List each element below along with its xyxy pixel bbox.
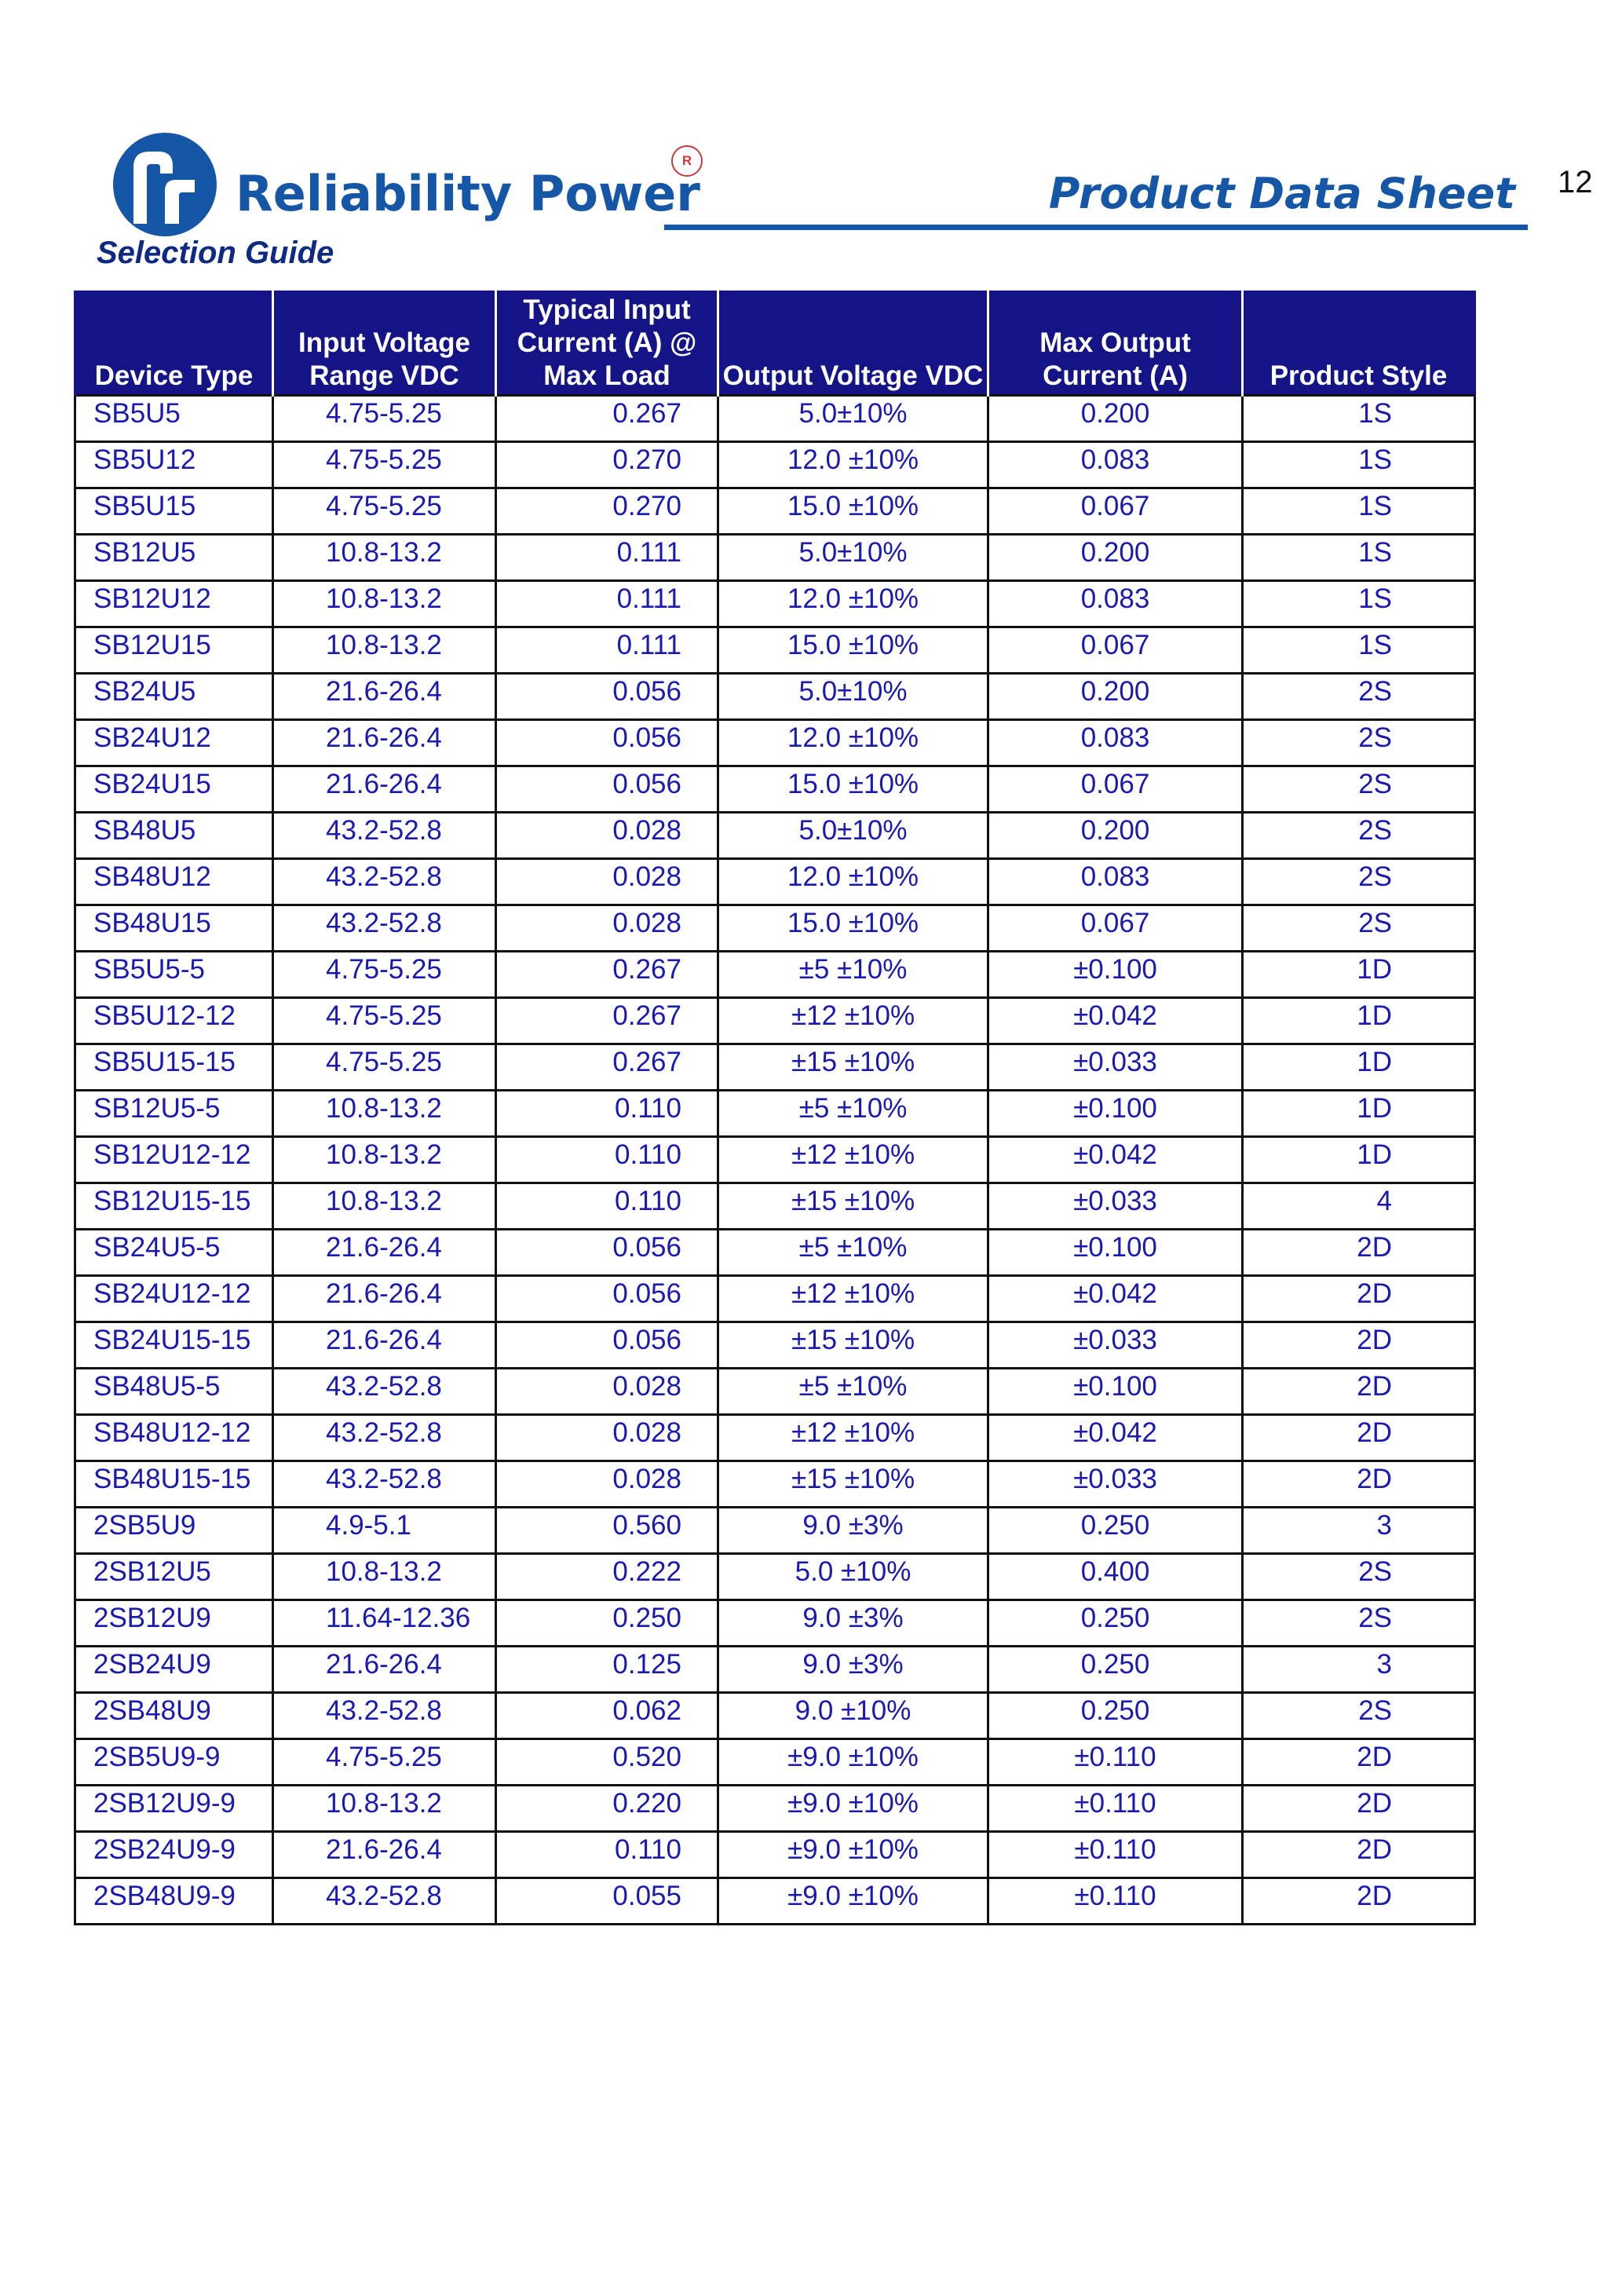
table-row	[75, 1044, 1475, 1091]
table-body	[75, 396, 1475, 1925]
input-current-cell: 0.028	[496, 1415, 718, 1461]
device-type-cell: 2SB12U9	[75, 1600, 273, 1647]
product-style-cell: 2D	[1243, 1786, 1475, 1832]
device-type-cell: 2SB48U9-9	[75, 1878, 273, 1925]
max-output-current-cell: ±0.100	[988, 952, 1243, 998]
product-style-cell: 1S	[1243, 442, 1475, 488]
table-row	[75, 396, 1475, 442]
input-voltage-cell: 4.75-5.25	[273, 1044, 496, 1091]
output-voltage-cell: ±9.0 ±10%	[718, 1786, 988, 1832]
input-voltage-cell: 10.8-13.2	[273, 627, 496, 674]
input-current-cell: 0.270	[496, 442, 718, 488]
input-voltage-cell: 21.6-26.4	[273, 1230, 496, 1276]
input-current-cell: 0.055	[496, 1878, 718, 1925]
max-output-current-cell: ±0.110	[988, 1832, 1243, 1878]
product-style-cell: 1S	[1243, 396, 1475, 442]
max-output-current-cell: ±0.033	[988, 1322, 1243, 1369]
column-header-max-output-current: Max Output Current (A)	[988, 291, 1243, 396]
input-voltage-cell: 21.6-26.4	[273, 720, 496, 766]
table-row	[75, 1832, 1475, 1878]
selection-guide-table	[74, 291, 1476, 1925]
product-style-cell: 1D	[1243, 1137, 1475, 1183]
max-output-current-cell: ±0.033	[988, 1461, 1243, 1508]
input-current-cell: 0.520	[496, 1739, 718, 1786]
output-voltage-cell: ±12 ±10%	[718, 1415, 988, 1461]
output-voltage-cell: ±5 ±10%	[718, 1230, 988, 1276]
input-voltage-cell: 4.75-5.25	[273, 442, 496, 488]
output-voltage-cell: ±12 ±10%	[718, 998, 988, 1044]
table-row	[75, 952, 1475, 998]
output-voltage-cell: 12.0 ±10%	[718, 720, 988, 766]
device-type-cell: SB12U15-15	[75, 1183, 273, 1230]
input-current-cell: 0.028	[496, 813, 718, 859]
table-row	[75, 1415, 1475, 1461]
max-output-current-cell: 0.067	[988, 627, 1243, 674]
max-output-current-cell: ±0.042	[988, 1137, 1243, 1183]
document-title: Product Data Sheet	[1048, 169, 1515, 218]
max-output-current-cell: 0.250	[988, 1693, 1243, 1739]
output-voltage-cell: 5.0±10%	[718, 396, 988, 442]
max-output-current-cell: ±0.100	[988, 1091, 1243, 1137]
input-current-cell: 0.028	[496, 905, 718, 952]
product-style-cell: 2D	[1243, 1878, 1475, 1925]
product-style-cell: 2S	[1243, 674, 1475, 720]
output-voltage-cell: ±9.0 ±10%	[718, 1878, 988, 1925]
product-style-cell: 1D	[1243, 1091, 1475, 1137]
input-voltage-cell: 43.2-52.8	[273, 859, 496, 905]
column-header-product-style: Product Style	[1243, 291, 1475, 396]
input-voltage-cell: 21.6-26.4	[273, 674, 496, 720]
device-type-cell: SB48U15-15	[75, 1461, 273, 1508]
input-current-cell: 0.056	[496, 766, 718, 813]
product-style-cell: 3	[1243, 1647, 1475, 1693]
product-style-cell: 1S	[1243, 627, 1475, 674]
output-voltage-cell: 9.0 ±3%	[718, 1600, 988, 1647]
output-voltage-cell: ±12 ±10%	[718, 1137, 988, 1183]
max-output-current-cell: 0.067	[988, 905, 1243, 952]
input-voltage-cell: 10.8-13.2	[273, 1137, 496, 1183]
table-row	[75, 1137, 1475, 1183]
table-row	[75, 1739, 1475, 1786]
device-type-cell: SB12U15	[75, 627, 273, 674]
table-row	[75, 1878, 1475, 1925]
output-voltage-cell: ±15 ±10%	[718, 1461, 988, 1508]
product-style-cell: 1S	[1243, 581, 1475, 627]
max-output-current-cell: 0.067	[988, 488, 1243, 535]
table-row	[75, 720, 1475, 766]
product-style-cell: 1S	[1243, 488, 1475, 535]
table-row	[75, 998, 1475, 1044]
table-row	[75, 1647, 1475, 1693]
product-style-cell: 2D	[1243, 1739, 1475, 1786]
page-number: 12	[1558, 165, 1593, 199]
table-row	[75, 1600, 1475, 1647]
brand-name: Reliability Power	[236, 165, 700, 222]
input-current-cell: 0.267	[496, 998, 718, 1044]
max-output-current-cell: ±0.100	[988, 1369, 1243, 1415]
input-current-cell: 0.062	[496, 1693, 718, 1739]
output-voltage-cell: ±9.0 ±10%	[718, 1832, 988, 1878]
output-voltage-cell: ±15 ±10%	[718, 1322, 988, 1369]
input-voltage-cell: 21.6-26.4	[273, 1322, 496, 1369]
product-style-cell: 2D	[1243, 1832, 1475, 1878]
input-current-cell: 0.056	[496, 720, 718, 766]
product-style-cell: 4	[1243, 1183, 1475, 1230]
device-type-cell: 2SB5U9-9	[75, 1739, 273, 1786]
output-voltage-cell: ±9.0 ±10%	[718, 1739, 988, 1786]
input-current-cell: 0.056	[496, 674, 718, 720]
device-type-cell: SB48U5	[75, 813, 273, 859]
max-output-current-cell: 0.200	[988, 813, 1243, 859]
input-voltage-cell: 10.8-13.2	[273, 1091, 496, 1137]
input-current-cell: 0.028	[496, 859, 718, 905]
selection-guide-table-wrapper	[74, 291, 1474, 1925]
device-type-cell: SB24U15	[75, 766, 273, 813]
input-current-cell: 0.222	[496, 1554, 718, 1600]
output-voltage-cell: 9.0 ±3%	[718, 1508, 988, 1554]
table-row	[75, 1230, 1475, 1276]
table-row	[75, 581, 1475, 627]
product-style-cell: 2D	[1243, 1230, 1475, 1276]
table-header-row	[75, 291, 1475, 396]
max-output-current-cell: 0.250	[988, 1647, 1243, 1693]
device-type-cell: SB12U12	[75, 581, 273, 627]
device-type-cell: SB5U5	[75, 396, 273, 442]
device-type-cell: 2SB12U9-9	[75, 1786, 273, 1832]
device-type-cell: SB24U5	[75, 674, 273, 720]
table-row	[75, 1554, 1475, 1600]
max-output-current-cell: 0.083	[988, 720, 1243, 766]
max-output-current-cell: 0.083	[988, 581, 1243, 627]
output-voltage-cell: 9.0 ±3%	[718, 1647, 988, 1693]
input-voltage-cell: 4.75-5.25	[273, 396, 496, 442]
device-type-cell: SB24U5-5	[75, 1230, 273, 1276]
output-voltage-cell: 15.0 ±10%	[718, 488, 988, 535]
output-voltage-cell: 12.0 ±10%	[718, 581, 988, 627]
input-current-cell: 0.270	[496, 488, 718, 535]
output-voltage-cell: ±5 ±10%	[718, 1369, 988, 1415]
device-type-cell: SB5U12-12	[75, 998, 273, 1044]
input-current-cell: 0.028	[496, 1369, 718, 1415]
max-output-current-cell: ±0.042	[988, 1276, 1243, 1322]
table-row	[75, 1461, 1475, 1508]
output-voltage-cell: 5.0±10%	[718, 535, 988, 581]
section-title: Selection Guide	[97, 236, 334, 270]
table-row	[75, 1276, 1475, 1322]
product-style-cell: 2S	[1243, 1554, 1475, 1600]
input-voltage-cell: 10.8-13.2	[273, 581, 496, 627]
input-current-cell: 0.056	[496, 1322, 718, 1369]
output-voltage-cell: ±5 ±10%	[718, 1091, 988, 1137]
product-style-cell: 2S	[1243, 1693, 1475, 1739]
product-style-cell: 1D	[1243, 952, 1475, 998]
output-voltage-cell: 5.0±10%	[718, 813, 988, 859]
table-row	[75, 442, 1475, 488]
table-row	[75, 813, 1475, 859]
input-current-cell: 0.125	[496, 1647, 718, 1693]
product-style-cell: 2D	[1243, 1276, 1475, 1322]
product-style-cell: 2S	[1243, 859, 1475, 905]
device-type-cell: SB5U15	[75, 488, 273, 535]
input-current-cell: 0.267	[496, 396, 718, 442]
input-current-cell: 0.028	[496, 1461, 718, 1508]
table-row	[75, 535, 1475, 581]
product-style-cell: 2S	[1243, 1600, 1475, 1647]
output-voltage-cell: ±5 ±10%	[718, 952, 988, 998]
product-style-cell: 1D	[1243, 1044, 1475, 1091]
input-voltage-cell: 10.8-13.2	[273, 1183, 496, 1230]
column-header-output-voltage: Output Voltage VDC	[718, 291, 988, 396]
table-row	[75, 1091, 1475, 1137]
company-logo-icon	[110, 130, 220, 239]
input-voltage-cell: 43.2-52.8	[273, 905, 496, 952]
input-voltage-cell: 11.64-12.36	[273, 1600, 496, 1647]
input-voltage-cell: 43.2-52.8	[273, 813, 496, 859]
device-type-cell: SB5U5-5	[75, 952, 273, 998]
header-rule	[664, 225, 1528, 230]
device-type-cell: SB24U15-15	[75, 1322, 273, 1369]
device-type-cell: 2SB12U5	[75, 1554, 273, 1600]
max-output-current-cell: ±0.110	[988, 1786, 1243, 1832]
input-current-cell: 0.110	[496, 1832, 718, 1878]
column-header-input-current: Typical Input Current (A) @ Max Load	[496, 291, 718, 396]
device-type-cell: SB5U12	[75, 442, 273, 488]
output-voltage-cell: 15.0 ±10%	[718, 766, 988, 813]
output-voltage-cell: 9.0 ±10%	[718, 1693, 988, 1739]
product-style-cell: 3	[1243, 1508, 1475, 1554]
input-voltage-cell: 21.6-26.4	[273, 1647, 496, 1693]
device-type-cell: SB5U15-15	[75, 1044, 273, 1091]
table-row	[75, 859, 1475, 905]
input-voltage-cell: 10.8-13.2	[273, 1554, 496, 1600]
device-type-cell: 2SB24U9	[75, 1647, 273, 1693]
input-current-cell: 0.250	[496, 1600, 718, 1647]
registered-mark-icon: R	[671, 145, 703, 177]
product-style-cell: 2D	[1243, 1322, 1475, 1369]
input-current-cell: 0.220	[496, 1786, 718, 1832]
table-row	[75, 1183, 1475, 1230]
product-style-cell: 2D	[1243, 1415, 1475, 1461]
product-style-cell: 2S	[1243, 905, 1475, 952]
output-voltage-cell: 12.0 ±10%	[718, 859, 988, 905]
max-output-current-cell: ±0.100	[988, 1230, 1243, 1276]
product-style-cell: 2D	[1243, 1369, 1475, 1415]
input-voltage-cell: 4.75-5.25	[273, 952, 496, 998]
input-current-cell: 0.111	[496, 627, 718, 674]
input-voltage-cell: 21.6-26.4	[273, 1276, 496, 1322]
output-voltage-cell: 15.0 ±10%	[718, 905, 988, 952]
input-current-cell: 0.056	[496, 1276, 718, 1322]
device-type-cell: SB12U5	[75, 535, 273, 581]
table-row	[75, 766, 1475, 813]
output-voltage-cell: ±15 ±10%	[718, 1183, 988, 1230]
table-row	[75, 674, 1475, 720]
max-output-current-cell: 0.400	[988, 1554, 1243, 1600]
input-current-cell: 0.110	[496, 1137, 718, 1183]
product-style-cell: 1S	[1243, 535, 1475, 581]
device-type-cell: SB48U5-5	[75, 1369, 273, 1415]
input-voltage-cell: 43.2-52.8	[273, 1461, 496, 1508]
table-row	[75, 1508, 1475, 1554]
column-header-input-voltage: Input Voltage Range VDC	[273, 291, 496, 396]
max-output-current-cell: 0.083	[988, 859, 1243, 905]
input-current-cell: 0.111	[496, 535, 718, 581]
product-style-cell: 2S	[1243, 766, 1475, 813]
max-output-current-cell: ±0.042	[988, 1415, 1243, 1461]
max-output-current-cell: 0.067	[988, 766, 1243, 813]
product-style-cell: 2S	[1243, 813, 1475, 859]
output-voltage-cell: 12.0 ±10%	[718, 442, 988, 488]
max-output-current-cell: ±0.110	[988, 1878, 1243, 1925]
device-type-cell: 2SB48U9	[75, 1693, 273, 1739]
device-type-cell: SB48U12-12	[75, 1415, 273, 1461]
table-row	[75, 1786, 1475, 1832]
input-voltage-cell: 43.2-52.8	[273, 1415, 496, 1461]
input-voltage-cell: 43.2-52.8	[273, 1369, 496, 1415]
table-row	[75, 488, 1475, 535]
device-type-cell: SB12U12-12	[75, 1137, 273, 1183]
input-voltage-cell: 4.9-5.1	[273, 1508, 496, 1554]
device-type-cell: SB24U12-12	[75, 1276, 273, 1322]
max-output-current-cell: 0.250	[988, 1600, 1243, 1647]
input-current-cell: 0.110	[496, 1091, 718, 1137]
column-header-device-type: Device Type	[75, 291, 273, 396]
input-current-cell: 0.267	[496, 952, 718, 998]
table-row	[75, 905, 1475, 952]
device-type-cell: 2SB5U9	[75, 1508, 273, 1554]
product-style-cell: 2S	[1243, 720, 1475, 766]
input-voltage-cell: 4.75-5.25	[273, 488, 496, 535]
device-type-cell: SB24U12	[75, 720, 273, 766]
table-row	[75, 1322, 1475, 1369]
input-current-cell: 0.056	[496, 1230, 718, 1276]
output-voltage-cell: ±12 ±10%	[718, 1276, 988, 1322]
device-type-cell: SB48U15	[75, 905, 273, 952]
output-voltage-cell: 15.0 ±10%	[718, 627, 988, 674]
input-current-cell: 0.111	[496, 581, 718, 627]
max-output-current-cell: ±0.033	[988, 1044, 1243, 1091]
input-voltage-cell: 4.75-5.25	[273, 1739, 496, 1786]
input-voltage-cell: 4.75-5.25	[273, 998, 496, 1044]
output-voltage-cell: 5.0±10%	[718, 674, 988, 720]
max-output-current-cell: 0.083	[988, 442, 1243, 488]
output-voltage-cell: ±15 ±10%	[718, 1044, 988, 1091]
input-voltage-cell: 21.6-26.4	[273, 766, 496, 813]
product-style-cell: 2D	[1243, 1461, 1475, 1508]
max-output-current-cell: ±0.110	[988, 1739, 1243, 1786]
max-output-current-cell: ±0.042	[988, 998, 1243, 1044]
input-voltage-cell: 10.8-13.2	[273, 535, 496, 581]
device-type-cell: SB48U12	[75, 859, 273, 905]
input-current-cell: 0.560	[496, 1508, 718, 1554]
output-voltage-cell: 5.0 ±10%	[718, 1554, 988, 1600]
input-current-cell: 0.267	[496, 1044, 718, 1091]
input-voltage-cell: 43.2-52.8	[273, 1878, 496, 1925]
max-output-current-cell: 0.200	[988, 396, 1243, 442]
max-output-current-cell: 0.200	[988, 535, 1243, 581]
max-output-current-cell: ±0.033	[988, 1183, 1243, 1230]
table-row	[75, 627, 1475, 674]
product-style-cell: 1D	[1243, 998, 1475, 1044]
device-type-cell: SB12U5-5	[75, 1091, 273, 1137]
table-row	[75, 1693, 1475, 1739]
device-type-cell: 2SB24U9-9	[75, 1832, 273, 1878]
max-output-current-cell: 0.200	[988, 674, 1243, 720]
input-voltage-cell: 21.6-26.4	[273, 1832, 496, 1878]
input-voltage-cell: 43.2-52.8	[273, 1693, 496, 1739]
table-row	[75, 1369, 1475, 1415]
input-current-cell: 0.110	[496, 1183, 718, 1230]
max-output-current-cell: 0.250	[988, 1508, 1243, 1554]
input-voltage-cell: 10.8-13.2	[273, 1786, 496, 1832]
